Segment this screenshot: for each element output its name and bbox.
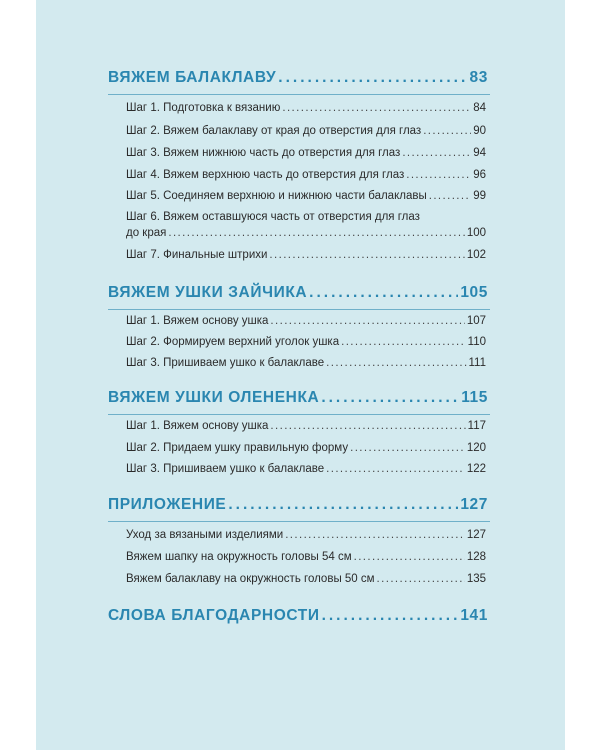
dot-leader xyxy=(322,607,459,625)
entry-label: Шаг 2. Формируем верхний уголок ушка xyxy=(126,336,340,348)
toc-entry[interactable] xyxy=(126,551,486,563)
dot-leader xyxy=(423,125,471,137)
toc-section-1[interactable] xyxy=(108,69,488,87)
section-title: ВЯЖЕМ УШКИ ОЛЕНЕНКА xyxy=(108,389,320,406)
toc-section-2[interactable] xyxy=(108,284,488,302)
dot-leader xyxy=(377,573,465,585)
section-page: 141 xyxy=(460,607,488,624)
toc-section-3[interactable] xyxy=(108,389,488,407)
entry-label: Шаг 3. Пришиваем ушко к балаклаве xyxy=(126,463,325,475)
entry-label: Шаг 3. Пришиваем ушко к балаклаве xyxy=(126,357,325,369)
entry-label: до края xyxy=(126,227,167,239)
entry-label: Уход за вязаными изделиями xyxy=(126,529,284,541)
dot-leader xyxy=(350,442,465,454)
section-title: ПРИЛОЖЕНИЕ xyxy=(108,496,227,513)
toc-entry[interactable] xyxy=(126,102,486,114)
entry-page: 120 xyxy=(466,442,486,454)
toc-entry[interactable] xyxy=(126,357,486,369)
entry-label: Шаг 3. Вяжем нижнюю часть до отверстия для глаз xyxy=(126,147,401,159)
dot-leader xyxy=(270,420,465,432)
toc-entry[interactable] xyxy=(126,573,486,585)
dot-leader xyxy=(326,357,466,369)
entry-label-line1[interactable]: Шаг 6. Вяжем оставшуюся часть от отверстия для глаз xyxy=(126,211,420,223)
entry-page: 122 xyxy=(466,463,486,475)
entry-page: 110 xyxy=(467,336,486,348)
section-divider xyxy=(108,94,490,95)
dot-leader xyxy=(228,496,458,514)
section-divider xyxy=(108,414,490,415)
dot-leader xyxy=(282,102,471,114)
dot-leader xyxy=(326,463,465,475)
entry-label: Шаг 1. Вяжем основу ушка xyxy=(126,420,269,432)
dot-leader xyxy=(168,227,464,239)
dot-leader xyxy=(402,147,471,159)
section-page: 127 xyxy=(460,496,488,513)
section-page: 83 xyxy=(469,69,488,86)
entry-page: 111 xyxy=(468,357,486,369)
dot-leader xyxy=(270,315,464,327)
entry-label: Шаг 1. Вяжем основу ушка xyxy=(126,315,269,327)
dot-leader xyxy=(278,69,467,87)
entry-page: 84 xyxy=(473,102,486,114)
entry-page: 99 xyxy=(473,190,486,202)
toc-entry[interactable] xyxy=(126,190,486,202)
entry-page: 127 xyxy=(466,529,486,541)
entry-label: Шаг 2. Вяжем балаклаву от края до отверстия для глаз xyxy=(126,125,422,137)
dot-leader xyxy=(321,389,459,407)
section-title: ВЯЖЕМ БАЛАКЛАВУ xyxy=(108,69,277,86)
toc-section-5[interactable] xyxy=(108,607,488,625)
dot-leader xyxy=(341,336,466,348)
section-divider xyxy=(108,521,490,522)
entry-page: 102 xyxy=(466,249,486,261)
entry-label: Шаг 4. Вяжем верхнюю часть до отверстия для глаз xyxy=(126,169,405,181)
dot-leader xyxy=(309,284,458,302)
dot-leader xyxy=(285,529,465,541)
entry-label: Шаг 7. Финальные штрихи xyxy=(126,249,268,261)
toc-entry[interactable] xyxy=(126,169,486,181)
toc-entry[interactable] xyxy=(126,249,486,261)
section-page: 115 xyxy=(461,389,488,406)
entry-label: Вяжем балаклаву на окружность головы 50 см xyxy=(126,573,375,585)
dot-leader xyxy=(269,249,464,261)
section-title: СЛОВА БЛАГОДАРНОСТИ xyxy=(108,607,320,624)
dot-leader xyxy=(354,551,465,563)
section-divider xyxy=(108,309,490,310)
toc-entry[interactable] xyxy=(126,463,486,475)
entry-page: 100 xyxy=(466,227,486,239)
entry-label: Вяжем шапку на окружность головы 54 см xyxy=(126,551,352,563)
entry-page: 117 xyxy=(467,420,486,432)
toc-entry[interactable] xyxy=(126,529,486,541)
entry-page: 107 xyxy=(466,315,486,327)
entry-page: 128 xyxy=(466,551,486,563)
toc-entry[interactable] xyxy=(126,315,486,327)
dot-leader xyxy=(429,190,471,202)
entry-label: Шаг 1. Подготовка к вязанию xyxy=(126,102,281,114)
section-title: ВЯЖЕМ УШКИ ЗАЙЧИКА xyxy=(108,284,308,301)
entry-page: 135 xyxy=(466,573,486,585)
toc-entry[interactable] xyxy=(126,336,486,348)
entry-page: 96 xyxy=(473,169,486,181)
dot-leader xyxy=(406,169,471,181)
toc-entry[interactable] xyxy=(126,125,486,137)
toc-entry[interactable] xyxy=(126,227,486,239)
entry-label: Шаг 5. Соединяем верхнюю и нижнюю части балаклавы xyxy=(126,190,427,202)
entry-page: 90 xyxy=(473,125,486,137)
entry-label: Шаг 2. Придаем ушку правильную форму xyxy=(126,442,349,454)
toc-entry[interactable] xyxy=(126,420,486,432)
section-page: 105 xyxy=(460,284,488,301)
toc-entry[interactable] xyxy=(126,442,486,454)
toc-section-4[interactable] xyxy=(108,496,488,514)
toc-entry[interactable] xyxy=(126,147,486,159)
entry-page: 94 xyxy=(473,147,486,159)
